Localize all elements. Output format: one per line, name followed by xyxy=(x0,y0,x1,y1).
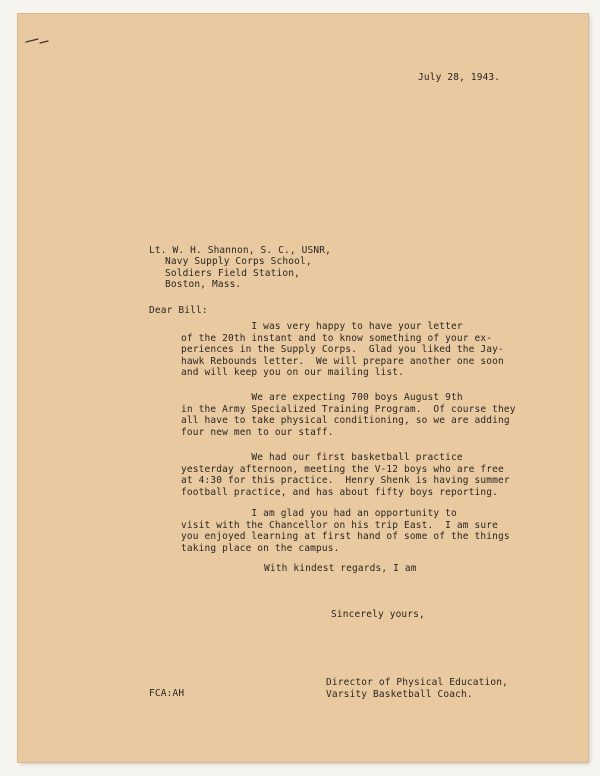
signature-title: Director of Physical Education, xyxy=(326,677,508,688)
paragraph-1: I was very happy to have your letter of the 20th instant and to know something of your ex- periences in the Supply Corps. Glad you liked the Jay- hawk Rebounds letter. We will prepare another one soon and will keep you on our mailing list. xyxy=(181,321,504,379)
signature-title: Varsity Basketball Coach. xyxy=(326,689,473,700)
paragraph-4: I am glad you had an opportunity to visit with the Chancellor on his trip East. I am sure you enjoyed learning at first hand of some of the things taking place on the campus. xyxy=(181,508,510,554)
recipient-name: Lt. W. H. Shannon, S. C., USNR, xyxy=(149,245,331,256)
paragraph-3: We had our first basketball practice yesterday afternoon, meeting the V-12 boys who are free at 4:30 for this practice. Henry Shenk is having summer football practice, and has about fifty boys reporting. xyxy=(181,452,510,498)
pencil-mark xyxy=(24,36,52,46)
complimentary-close: Sincerely yours, xyxy=(331,609,425,620)
closing-remark: With kindest regards, I am xyxy=(264,563,417,574)
letter-page xyxy=(18,14,588,762)
letter-date: July 28, 1943. xyxy=(418,72,501,83)
paragraph-2: We are expecting 700 boys August 9th in the Army Specialized Training Program. Of course they all have to take physical conditioning, so we are adding four new men to our staff. xyxy=(181,392,516,438)
recipient-address-line: Navy Supply Corps School, xyxy=(165,256,312,267)
salutation: Dear Bill: xyxy=(149,305,208,316)
recipient-address-line: Boston, Mass. xyxy=(165,279,242,290)
recipient-address-line: Soldiers Field Station, xyxy=(165,268,300,279)
reference-initials: FCA:AH xyxy=(149,688,185,699)
